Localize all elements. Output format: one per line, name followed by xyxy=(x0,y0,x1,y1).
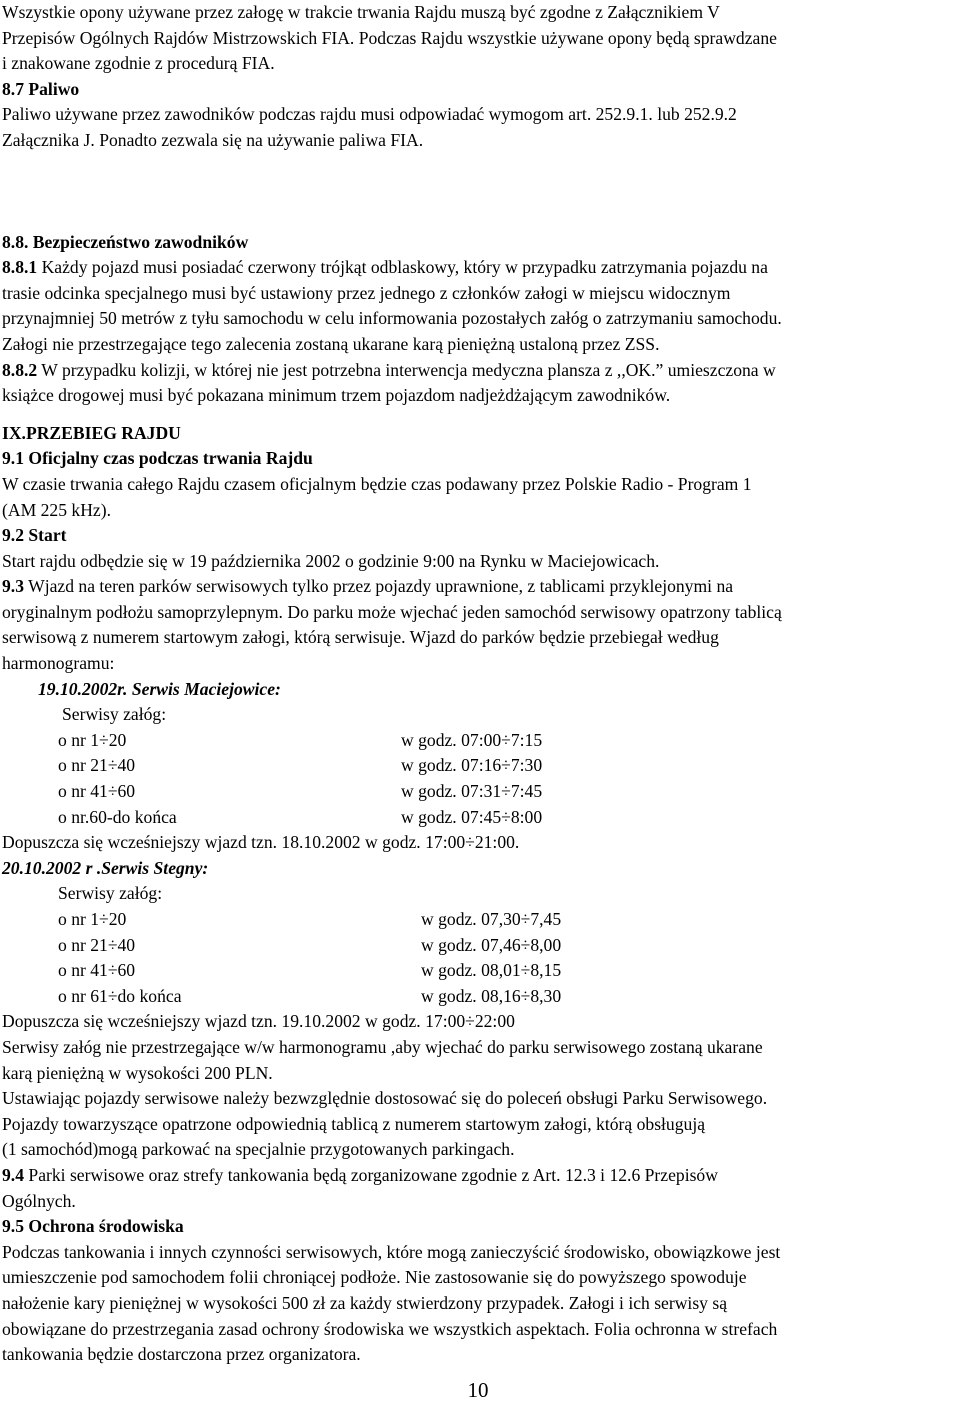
paragraph-number: 8.8.1 xyxy=(2,257,38,278)
page-number: 10 xyxy=(467,1378,489,1402)
paragraph-line: nałożenie kary pieniężnej w wysokości 500 zł za każdy stwierdzony przypadek. Załogi i ich serwisy są xyxy=(2,1292,728,1313)
spacer xyxy=(2,409,958,421)
paragraph-line: przynajmniej 50 metrów z tyłu samochodu w celu informowania pozostałych załóg o zatrzymaniu samochodu. xyxy=(2,308,782,329)
paragraph-line: (AM 225 kHz). xyxy=(2,499,111,520)
paragraph-line: Ustawiając pojazdy serwisowe należy bezwzględnie dostosować się do poleceń obsługi Parku Serwisowego. xyxy=(2,1088,768,1109)
section-heading-9-2: 9.2 Start xyxy=(2,525,67,546)
schedule-group: o nr 61÷do końca xyxy=(58,985,182,1006)
paragraph-text: Wjazd na teren parków serwisowych tylko przez pojazdy uprawnione, z tablicami przyklejonymi na xyxy=(28,576,734,597)
schedule-time: w godz. 07:16÷7:30 xyxy=(401,755,543,776)
document-page xyxy=(2,0,958,1368)
paragraph-line: (1 samochód)mogą parkować na specjalnie przygotowanych parkingach. xyxy=(2,1139,515,1160)
schedule-group: o nr 21÷40 xyxy=(58,934,136,955)
schedule-group: o nr 41÷60 xyxy=(58,960,136,981)
schedule-time: w godz. 07:31÷7:45 xyxy=(401,781,543,802)
paragraph-line: tankowania będzie dostarczona przez organizatora. xyxy=(2,1344,361,1365)
paragraph-line xyxy=(2,574,958,600)
schedule-time: w godz. 07:00÷7:15 xyxy=(401,729,543,750)
intro-line: i znakowane zgodnie z procedurą FIA. xyxy=(2,53,275,74)
schedule-time: w godz. 07:45÷8:00 xyxy=(401,806,543,827)
schedule-time: w godz. 08,01÷8,15 xyxy=(421,960,562,981)
chapter-heading: IX.PRZEBIEG RAJDU xyxy=(2,422,181,443)
schedule-subtitle: Serwisy załóg: xyxy=(62,704,167,725)
paragraph-line: Podczas tankowania i innych czynności serwisowych, które mogą zanieczyścić środowisko, obowiązkowe jest xyxy=(2,1241,781,1262)
schedule-title: 19.10.2002r. Serwis Maciejowice: xyxy=(38,678,281,699)
section-heading-8-7: 8.7 Paliwo xyxy=(2,78,80,99)
paragraph-text: Parki serwisowe oraz strefy tankowania będą zorganizowane zgodnie z Art. 12.3 i 12.6 Przepisów xyxy=(28,1164,718,1185)
schedule-row xyxy=(2,728,958,754)
schedule-row xyxy=(2,907,958,933)
paragraph-text: W przypadku kolizji, w której nie jest potrzebna interwencja medyczna plansza z ,,OK.” umieszczona w xyxy=(41,359,776,380)
paragraph-line: trasie odcinka specjalnego musi być ustawiony przez jednego z członków załogi w miejscu widocznym xyxy=(2,282,731,303)
paragraph-line: książce drogowej musi być pokazana minimum trzem pojazdom nadjeżdżającym zawodników. xyxy=(2,385,671,406)
section-heading-8-8: 8.8. Bezpieczeństwo zawodników xyxy=(2,231,249,252)
schedule-group: o nr 1÷20 xyxy=(58,729,127,750)
schedule-time: w godz. 07,46÷8,00 xyxy=(421,934,562,955)
schedule-row xyxy=(2,753,958,779)
paragraph-number: 8.8.2 xyxy=(2,359,38,380)
schedule-note: Dopuszcza się wcześniejszy wjazd tzn. 18.10.2002 w godz. 17:00÷21:00. xyxy=(2,832,520,853)
paragraph-line: Ogólnych. xyxy=(2,1190,76,1211)
schedule-group: o nr 41÷60 xyxy=(58,781,136,802)
paragraph-line: Pojazdy towarzyszące opatrzone odpowiednią tablicą z numerem startowym załogi, którą obsługują xyxy=(2,1113,706,1134)
paragraph-line: umieszczenie pod samochodem folii chroniącej podłoże. Nie zastosowanie się do powyższego spowoduje xyxy=(2,1267,747,1288)
paragraph-line: Serwisy załóg nie przestrzegające w/w harmonogramu ,aby wjechać do parku serwisowego zostaną ukarane xyxy=(2,1036,763,1057)
schedule-note: Dopuszcza się wcześniejszy wjazd tzn. 19.10.2002 w godz. 17:00÷22:00 xyxy=(2,1011,515,1032)
paragraph-line xyxy=(2,358,958,384)
paragraph-line: Start rajdu odbędzie się w 19 października 2002 o godzinie 9:00 na Rynku w Maciejowicach. xyxy=(2,550,660,571)
paragraph-line: harmonogramu: xyxy=(2,653,115,674)
schedule-row xyxy=(2,779,958,805)
section-heading-9-5: 9.5 Ochrona środowiska xyxy=(2,1216,184,1237)
paragraph-line xyxy=(2,1163,958,1189)
schedule-time: w godz. 07,30÷7,45 xyxy=(421,909,562,929)
intro-line: Wszystkie opony używane przez załogę w trakcie trwania Rajdu muszą być zgodne z Załącznikiem V xyxy=(2,2,720,22)
paragraph-line: obowiązane do przestrzegania zasad ochrony środowiska we wszystkich aspektach. Folia ochronna w strefach xyxy=(2,1318,778,1339)
paragraph-line: oryginalnym podłożu samoprzylepnym. Do parku może wjechać jeden samochód serwisowy opatrzony tablicą xyxy=(2,601,782,622)
schedule-row xyxy=(2,984,958,1010)
paragraph-line xyxy=(2,255,958,281)
paragraph-line: serwisową z numerem startowym załogi, którą serwisuje. Wjazd do parków będzie przebiegał według xyxy=(2,627,719,648)
paragraph-number: 9.4 xyxy=(2,1164,24,1185)
schedule-row xyxy=(2,805,958,831)
schedule-time: w godz. 08,16÷8,30 xyxy=(421,985,562,1006)
schedule-subtitle: Serwisy załóg: xyxy=(58,883,163,904)
paragraph-line: karą pieniężną w wysokości 200 PLN. xyxy=(2,1062,273,1083)
schedule-group: o nr.60-do końca xyxy=(58,806,177,827)
schedule-group: o nr 1÷20 xyxy=(58,909,127,929)
spacer xyxy=(2,154,958,230)
schedule-title: 20.10.2002 r .Serwis Stegny: xyxy=(2,857,209,878)
paragraph-line: W czasie trwania całego Rajdu czasem oficjalnym będzie czas podawany przez Polskie Radio - Program 1 xyxy=(2,473,752,494)
schedule-row xyxy=(2,958,958,984)
section-heading-9-1: 9.1 Oficjalny czas podczas trwania Rajdu xyxy=(2,448,313,469)
intro-line: Przepisów Ogólnych Rajdów Mistrzowskich FIA. Podczas Rajdu wszystkie używane opony będą sprawdzane xyxy=(2,27,777,48)
paragraph-number: 9.3 xyxy=(2,576,24,597)
schedule-group: o nr 21÷40 xyxy=(58,755,136,776)
paragraph-line: Załącznika J. Ponadto zezwala się na używanie paliwa FIA. xyxy=(2,129,424,150)
paragraph-line: Paliwo używane przez zawodników podczas rajdu musi odpowiadać wymogom art. 252.9.1. lub 252.9.2 xyxy=(2,104,737,125)
paragraph-text: Każdy pojazd musi posiadać czerwony trójkąt odblaskowy, który w przypadku zatrzymania pojazdu na xyxy=(41,257,768,278)
paragraph-line: Załogi nie przestrzegające tego zalecenia zostaną ukarane karą pieniężną ustaloną przez ZSS. xyxy=(2,333,660,354)
schedule-row xyxy=(2,933,958,959)
